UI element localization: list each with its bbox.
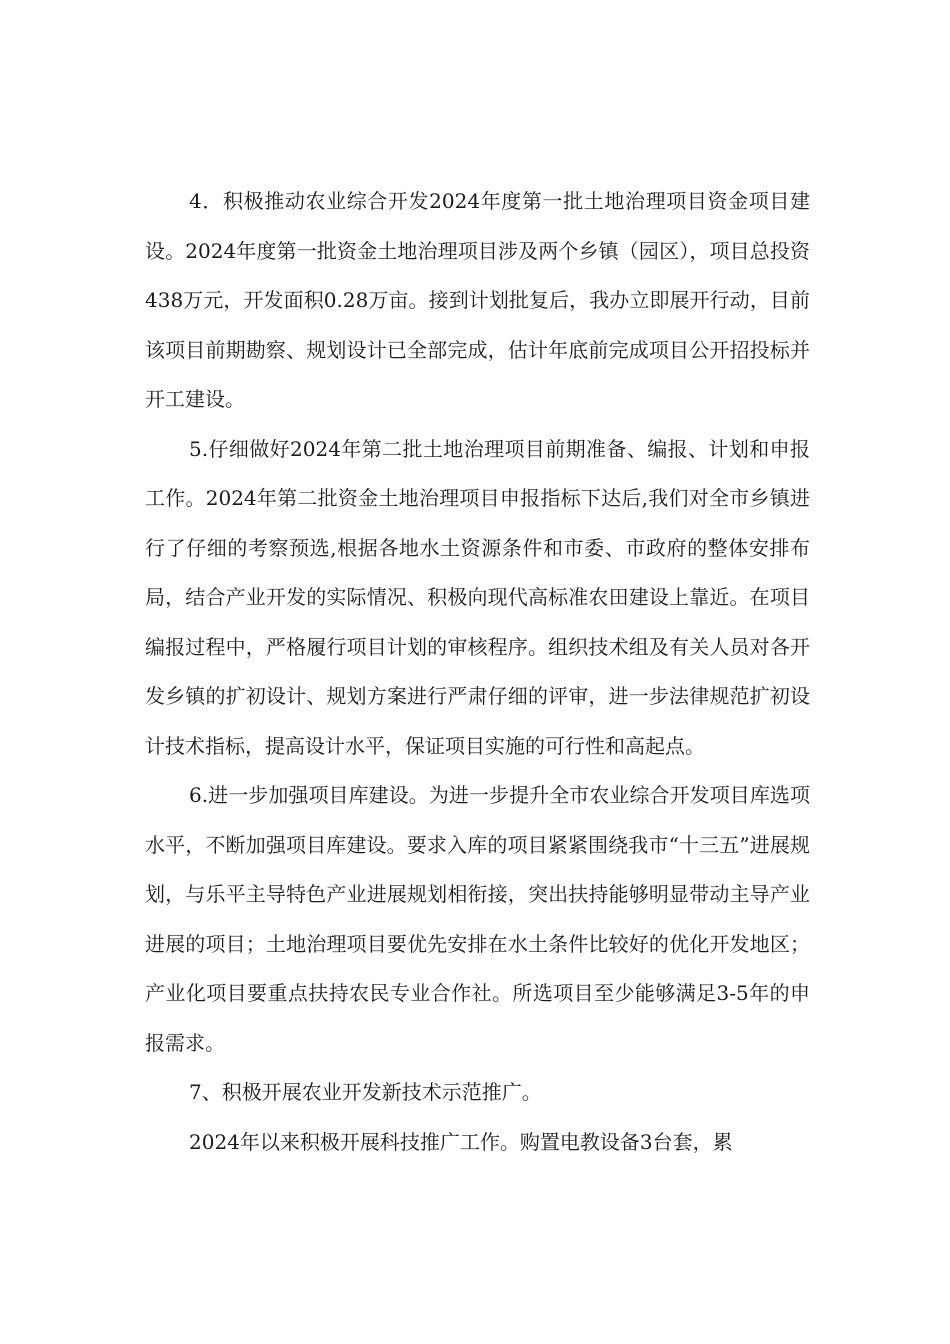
paragraph-item-6: 6.进一步加强项目库建设。为进一步提升全市农业综合开发项目库选项水平，不断加强项目库建设。要求入库的项目紧紧围绕我市“十三五”进展规划，与乐平主导特色产业进展规划相衔接，突出扶持能够明显带动主导产业进展的项目；土地治理项目要优先安排在水土条件比较好的优化开发地区；产业化项目要重点扶持农民专业合作社。所选项目至少能够满足3-5年的申报需求。 bbox=[145, 783, 810, 1055]
paragraph-item-5: 5.仔细做好2024年第二批土地治理项目前期准备、编报、计划和申报工作。2024年第二批资金土地治理项目申报指标下达后,我们对全市乡镇进行了仔细的考察预选,根据各地水土资源条件和市委、市政府的整体安排布局，结合产业开发的实际情况、积极向现代高标准农田建设上靠近。在项目编报过程中，严格履行项目计划的审核程序。组织技术组及有关人员对各开发乡镇的扩初设计、规划方案进行严肃仔细的评审，进一步法律规范扩初设计技术指标，提高设计水平，保证项目实施的可行性和高起点。 bbox=[145, 436, 810, 758]
paragraph-item-7-body: 2024年以来积极开展科技推广工作。购置电教设备3台套，累 bbox=[189, 1129, 733, 1154]
document-body bbox=[145, 177, 810, 1167]
paragraph-item-4: 4．积极推动农业综合开发2024年度第一批土地治理项目资金项目建设。2024年度第一批资金土地治理项目涉及两个乡镇（园区），项目总投资438万元，开发面积0.28万亩。接到计划批复后，我办立即展开行动，目前该项目前期勘察、规划设计已全部完成，估计年底前完成项目公开招投标并开工建设。 bbox=[145, 189, 810, 411]
paragraph-item-7-heading: 7、积极开展农业开发新技术示范推广。 bbox=[189, 1080, 542, 1104]
